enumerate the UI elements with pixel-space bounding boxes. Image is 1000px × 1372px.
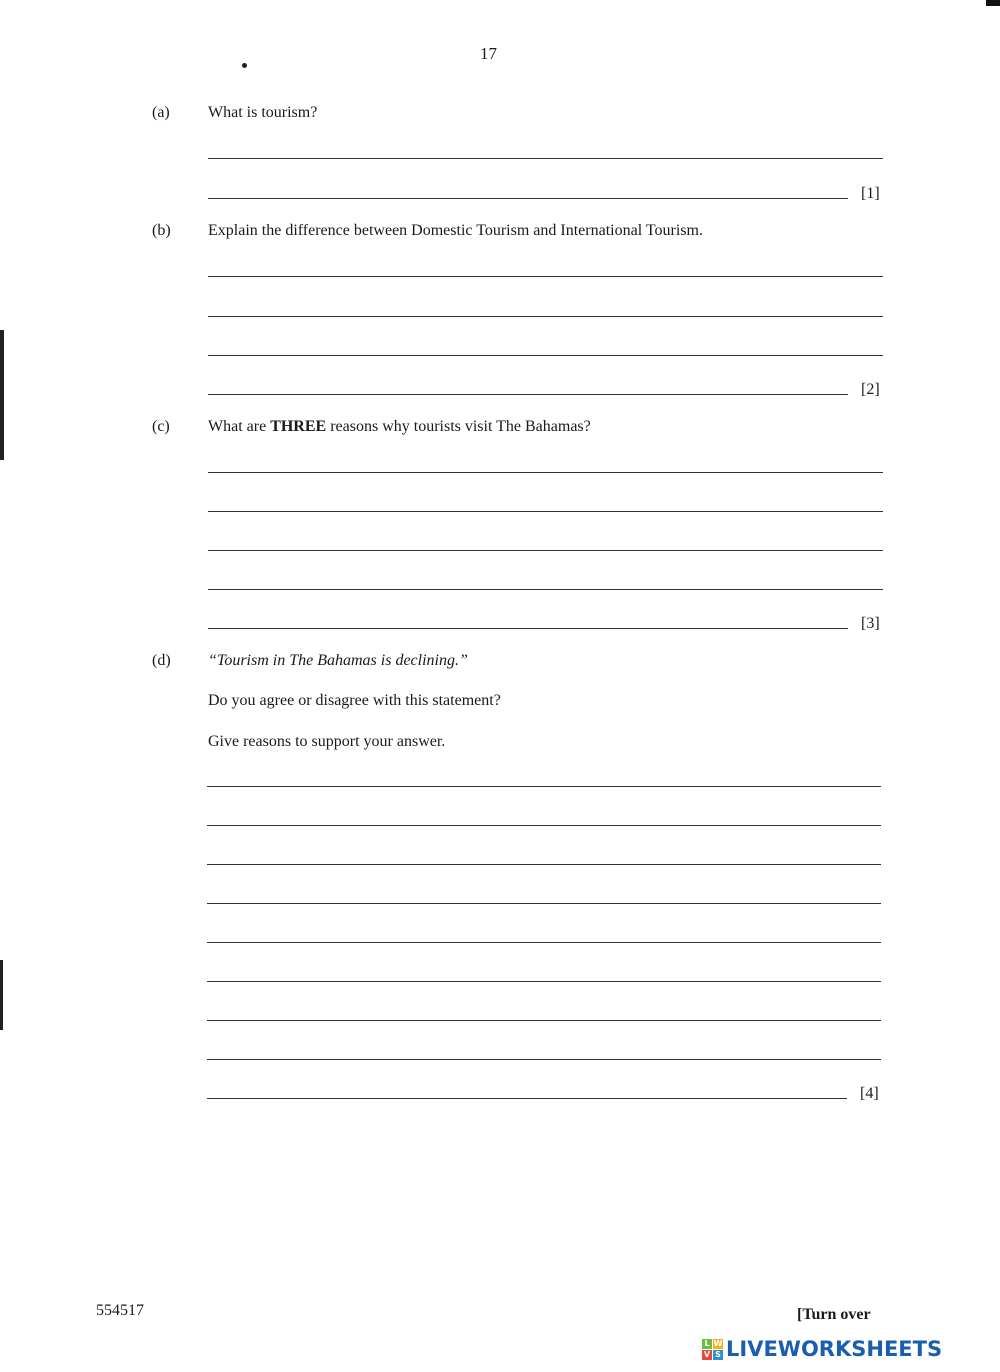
answer-line[interactable] [207, 1098, 847, 1099]
logo-tile: L [702, 1339, 712, 1349]
answer-line[interactable] [207, 1020, 881, 1021]
answer-line[interactable] [207, 1059, 881, 1060]
answer-line[interactable] [208, 158, 883, 159]
scan-corner-mark [986, 0, 1000, 6]
answer-line[interactable] [208, 394, 848, 395]
answer-line[interactable] [207, 864, 881, 865]
brand-name: LIVEWORKSHEETS [726, 1337, 943, 1361]
answer-line[interactable] [207, 981, 881, 982]
answer-line[interactable] [207, 942, 881, 943]
question-b-marks: [2] [861, 381, 880, 398]
answer-line[interactable] [207, 825, 881, 826]
answer-line[interactable] [208, 472, 883, 473]
question-c-label: (c) [152, 418, 170, 435]
question-d-label: (d) [152, 652, 171, 669]
stray-dot [242, 63, 247, 68]
question-d-quote: “Tourism in The Bahamas is declining.” [208, 652, 468, 669]
answer-line[interactable] [208, 511, 883, 512]
question-c-text-after: reasons why tourists visit The Bahamas? [326, 418, 591, 435]
question-c-text [208, 418, 591, 436]
scan-edge-mark [0, 330, 4, 460]
question-d-marks: [4] [860, 1085, 879, 1102]
answer-line[interactable] [208, 589, 883, 590]
question-a-label: (a) [152, 104, 170, 121]
answer-line[interactable] [208, 355, 883, 356]
logo-tile: S [713, 1350, 723, 1360]
question-a-text: What is tourism? [208, 104, 318, 121]
turn-over-note: [Turn over [797, 1306, 871, 1323]
answer-line[interactable] [207, 903, 881, 904]
paper-code: 554517 [96, 1302, 144, 1319]
question-d-prompt-1: Do you agree or disagree with this statement? [208, 692, 501, 709]
liveworksheets-brand [702, 1337, 942, 1361]
scan-edge-mark [0, 960, 3, 1030]
answer-line[interactable] [208, 550, 883, 551]
liveworksheets-logo-icon [702, 1339, 723, 1360]
answer-line[interactable] [208, 198, 848, 199]
logo-tile: V [703, 1349, 711, 1359]
logo-tile: W [713, 1338, 723, 1348]
question-b-label: (b) [152, 222, 171, 239]
page-number: 17 [480, 44, 497, 63]
question-a-marks: [1] [861, 185, 880, 202]
question-c-text-bold: THREE [270, 418, 327, 435]
question-d-prompt-2: Give reasons to support your answer. [208, 733, 446, 750]
question-c-marks: [3] [861, 615, 880, 632]
question-c-text-before: What are [208, 418, 271, 435]
answer-line[interactable] [208, 628, 848, 629]
question-b-text: Explain the difference between Domestic Tourism and International Tourism. [208, 222, 703, 239]
answer-line[interactable] [208, 316, 883, 317]
answer-line[interactable] [207, 786, 881, 787]
answer-line[interactable] [208, 276, 883, 277]
